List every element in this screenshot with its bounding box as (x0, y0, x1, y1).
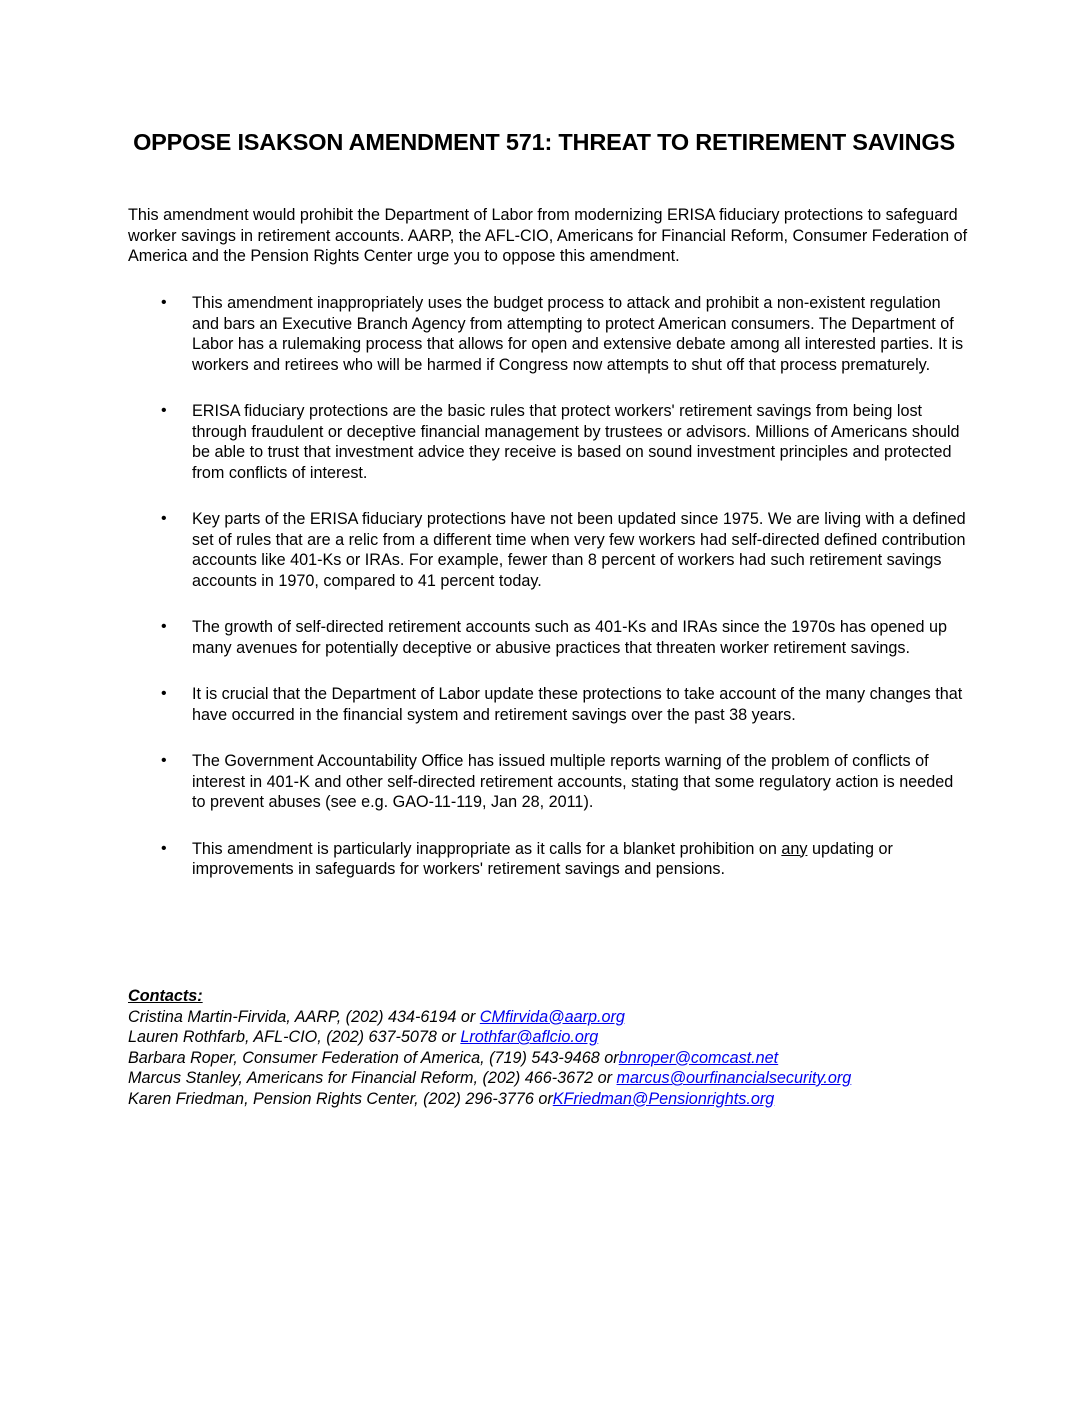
bullet-text: Key parts of the ERISA fiduciary protections have not been updated since 1975. We are living with a defined set of rules that are a relic from a different time when very few workers had self-directed defined contribution accounts like 401-Ks or IRAs. For example, fewer than 8 percent of workers had such retirement savings accounts in 1970, compared to 41 percent today. (192, 510, 966, 590)
bullet-emphasis: any (781, 839, 808, 858)
bullet-text: It is crucial that the Department of Labor update these protections to take account of the many changes that have occurred in the financial system and retirement savings over the past 38 years. (192, 685, 963, 724)
intro-paragraph: This amendment would prohibit the Department of Labor from modernizing ERISA fiduciary protections to safeguard worker savings in retirement accounts. AARP, the AFL-CIO, Americans for Financial Reform, Consumer Federation of America and the Pension Rights Center urge you to oppose this amendment. (128, 206, 968, 265)
bullet-text: The Government Accountability Office has issued multiple reports warning of the problem of conflicts of interest in 401-K and other self-directed retirement accounts, stating that some regulatory action is needed to prevent abuses (see e.g. GAO-11-119, Jan 28, 2011). (192, 752, 954, 811)
bullet-text: ERISA fiduciary protections are the basic rules that protect workers' retirement savings from being lost through fraudulent or deceptive financial management by trustees or advisors. Millions of Americans should be able to trust that investment advice they receive is based on sound investment principles and protected from conflicts of interest. (192, 402, 960, 482)
bullet-icon: • (161, 402, 167, 419)
contact-text: Barbara Roper, Consumer Federation of America, (719) 543-9468 or (128, 1048, 619, 1067)
page-title: OPPOSE ISAKSON AMENDMENT 571: THREAT TO RETIREMENT SAVINGS (133, 129, 955, 155)
contact-line (128, 1027, 968, 1048)
contact-email-link[interactable]: marcus@ourfinancialsecurity.org (616, 1069, 852, 1087)
contacts-heading: Contacts: (128, 987, 203, 1005)
contact-email-link[interactable]: Lrothfar@aflcio.org (460, 1028, 599, 1046)
bullet-icon: • (161, 294, 167, 311)
contacts-section (128, 986, 968, 1109)
contact-line (128, 1007, 968, 1028)
bullet-list (128, 293, 968, 906)
bullet-item (128, 509, 968, 591)
contact-email-link[interactable]: KFriedman@Pensionrights.org (552, 1089, 775, 1108)
contact-text: Marcus Stanley, Americans for Financial Reform, (202) 466-3672 or (128, 1069, 617, 1087)
bullet-item (128, 293, 968, 375)
bullet-text: The growth of self-directed retirement accounts such as 401-Ks and IRAs since the 1970s has opened up many avenues for potentially deceptive or abusive practices that threaten worker retirement savings. (192, 618, 947, 657)
contact-text: Lauren Rothfarb, AFL-CIO, (202) 637-5078 or (128, 1028, 461, 1046)
contact-email-link[interactable]: CMfirvida@aarp.org (479, 1007, 625, 1026)
bullet-icon: • (161, 685, 167, 702)
bullet-icon: • (161, 839, 167, 857)
contact-line (128, 1048, 968, 1069)
bullet-icon: • (161, 618, 167, 635)
contact-line (128, 1068, 968, 1089)
contact-text: Karen Friedman, Pension Rights Center, (202) 296-3776 or (128, 1089, 553, 1108)
contact-email-link[interactable]: bnroper@comcast.net (618, 1048, 779, 1067)
bullet-text: This amendment inappropriately uses the budget process to attack and prohibit a non-existent regulation and bars an Executive Branch Agency from attempting to protect American consumers. The Department of Labor has a rulemaking process that allows for open and extensive debate among all interested parties. It is workers and retirees who will be harmed if Congress now attempts to shut off that process prematurely. (192, 294, 964, 374)
bullet-icon: • (161, 752, 167, 769)
contact-text: Cristina Martin-Firvida, AARP, (202) 434-6194 or (128, 1007, 480, 1026)
bullet-item (128, 751, 968, 813)
bullet-text-after: updating or improvements in safeguards for workers' retirement savings and pensions. (192, 839, 893, 878)
bullet-item (128, 684, 968, 725)
bullet-text-before: This amendment is particularly inappropriate as it calls for a blanket prohibition on (192, 839, 782, 858)
bullet-icon: • (161, 510, 167, 527)
contact-line (128, 1089, 968, 1110)
bullet-item (128, 839, 968, 880)
bullet-item (128, 617, 968, 658)
bullet-item (128, 401, 968, 483)
